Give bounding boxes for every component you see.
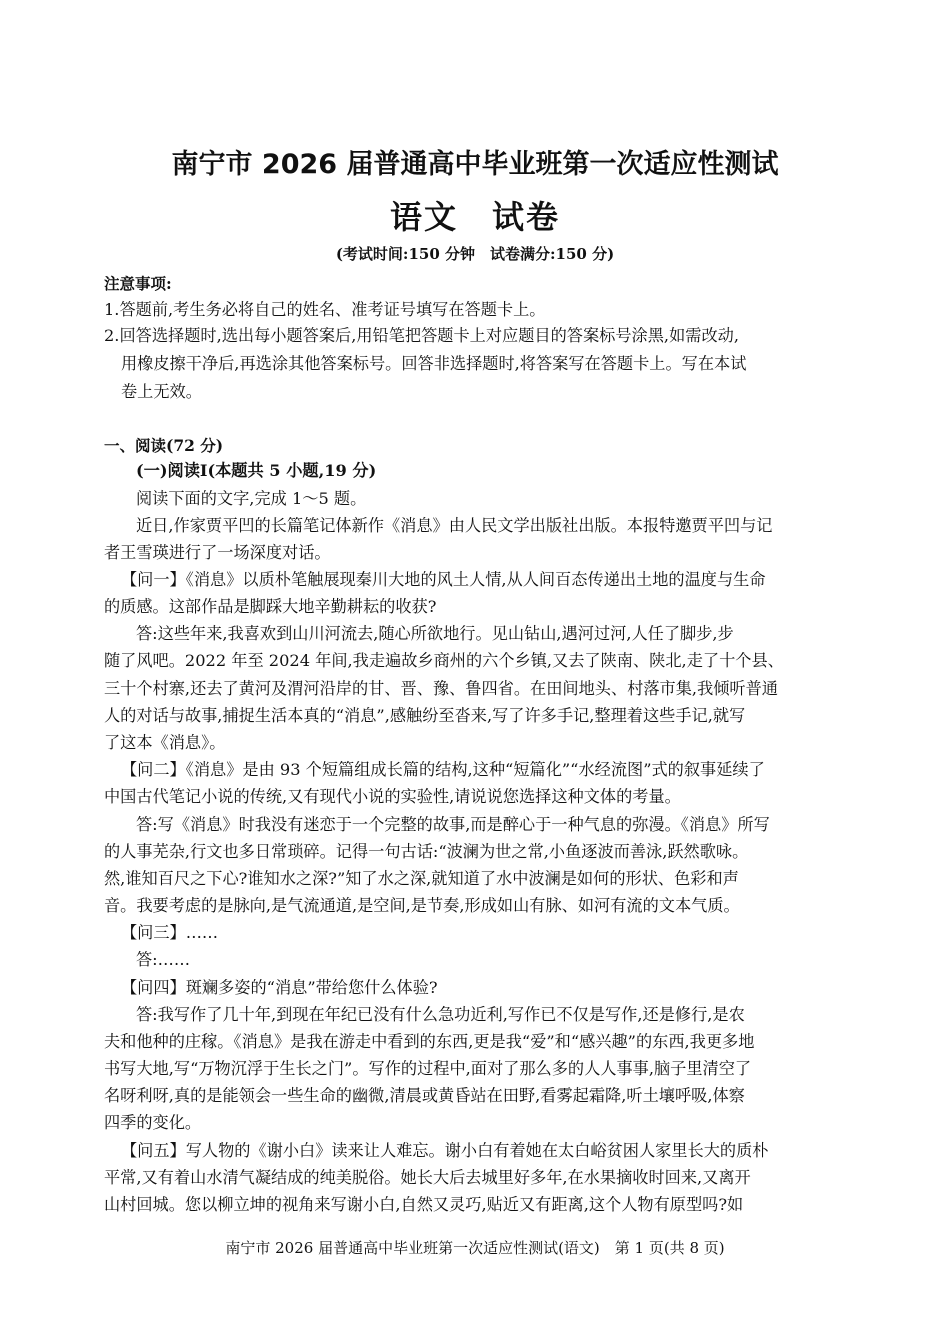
section-1-subheading: (一)阅读Ⅰ(本题共 5 小题,19 分) xyxy=(136,461,377,480)
question-1-line: 【问一】《消息》以质朴笔触展现秦川大地的风土人情,从人间百态传递出土地的温度与生命 xyxy=(121,570,766,589)
question-2-line: 中国古代笔记小说的传统,又有现代小说的实验性,请说说您选择这种文体的考量。 xyxy=(104,787,681,806)
answer-4-line: 四季的变化。 xyxy=(104,1113,202,1132)
answer-3: 答:…… xyxy=(136,950,191,969)
answer-1-line: 三十个村寨,还去了黄河及渭河沿岸的甘、晋、豫、鲁四省。在田间地头、村落市集,我倾听普通 xyxy=(104,679,778,698)
question-3: 【问三】…… xyxy=(121,923,219,942)
notice-item-2-line-2: 用橡皮擦干净后,再选涂其他答案标号。回答非选择题时,将答案写在答题卡上。写在本试 xyxy=(121,354,747,373)
answer-1-line: 了这本《消息》。 xyxy=(104,733,226,752)
question-1-line: 的质感。这部作品是脚踩大地辛勤耕耘的收获? xyxy=(104,597,437,616)
answer-2-line: 答:写《消息》时我没有迷恋于一个完整的故事,而是醉心于一种气息的弥漫。《消息》所写 xyxy=(136,815,770,834)
exam-info: (考试时间:150 分钟 试卷满分:150 分) xyxy=(335,245,615,263)
section-1-heading: 一、阅读(72 分) xyxy=(104,436,224,455)
answer-4-line: 名呀利呀,真的是能领会一些生命的幽微,清晨或黄昏站在田野,看雾起霜降,听土壤呼吸,体察 xyxy=(104,1086,745,1105)
notice-item-2-line-3: 卷上无效。 xyxy=(121,382,202,401)
question-5-line: 【问五】写人物的《谢小白》读来让人难忘。谢小白有着她在太白峪贫困人家里长大的质朴 xyxy=(121,1141,769,1160)
answer-1-line: 答:这些年来,我喜欢到山川河流去,随心所欲地行。见山钻山,遇河过河,人任了脚步,步 xyxy=(136,624,734,643)
answer-2-line: 的人事芜杂,行文也多日常琐碎。记得一句古话:“波澜为世之常,小鱼逐波而善泳,跃然歌咏。 xyxy=(104,842,749,861)
exam-title: 南宁市 2026 届普通高中毕业班第一次适应性测试 xyxy=(171,149,779,180)
question-5-line: 平常,又有着山水清气凝结成的纯美脱俗。她长大后去城里好多年,在水果摘收时回来,又离开 xyxy=(104,1168,751,1187)
question-4: 【问四】斑斓多姿的“消息”带给您什么体验? xyxy=(121,978,438,997)
page-footer: 南宁市 2026 届普通高中毕业班第一次适应性测试(语文) 第 1 页(共 8 页) xyxy=(225,1239,725,1257)
notice-item-1: 1.答题前,考生务必将自己的姓名、准考证号填写在答题卡上。 xyxy=(104,300,546,319)
passage-line: 近日,作家贾平凹的长篇笔记体新作《消息》由人民文学出版社出版。本报特邀贾平凹与记 xyxy=(136,516,773,535)
question-5-line: 山村回城。您以柳立坤的视角来写谢小白,自然又灵巧,贴近又有距离,这个人物有原型吗?如 xyxy=(104,1195,744,1214)
answer-4-line: 书写大地,写“万物沉浮于生长之门”。写作的过程中,面对了那么多的人人事事,脑子里清空了 xyxy=(104,1059,752,1078)
notice-heading: 注意事项: xyxy=(104,274,172,293)
answer-4-line: 答:我写作了几十年,到现在年纪已没有什么急功近利,写作已不仅是写作,还是修行,是农 xyxy=(136,1005,745,1024)
answer-1-line: 随了风吧。2022 年至 2024 年间,我走遍故乡商州的六个乡镇,又去了陕南、陕北,走了十个县、 xyxy=(104,651,784,670)
exam-subtitle: 语文 试卷 xyxy=(389,198,560,236)
notice-item-2-line-1: 2.回答选择题时,选出每小题答案后,用铅笔把答题卡上对应题目的答案标号涂黑,如需改动, xyxy=(104,326,739,345)
question-2-line: 【问二】《消息》是由 93 个短篇组成长篇的结构,这种“短篇化”“水经流图”式的叙事延续了 xyxy=(121,760,765,779)
answer-2-line: 音。我要考虑的是脉向,是气流通道,是空间,是节奏,形成如山有脉、如河有流的文本气质。 xyxy=(104,896,740,915)
passage-line: 者王雪瑛进行了一场深度对话。 xyxy=(104,543,331,562)
answer-4-line: 夫和他种的庄稼。《消息》是我在游走中看到的东西,更是我“爱”和“感兴趣”的东西,我更多地 xyxy=(104,1032,755,1051)
section-1-instruction: 阅读下面的文字,完成 1～5 题。 xyxy=(136,489,367,508)
answer-2-line: 然,谁知百尺之下心?谁知水之深?”知了水之深,就知道了水中波澜是如何的形状、色彩和声 xyxy=(104,869,739,888)
answer-1-line: 人的对话与故事,捕捉生活本真的“消息”,感触纷至沓来,写了许多手记,整理着这些手记,就写 xyxy=(104,706,746,725)
